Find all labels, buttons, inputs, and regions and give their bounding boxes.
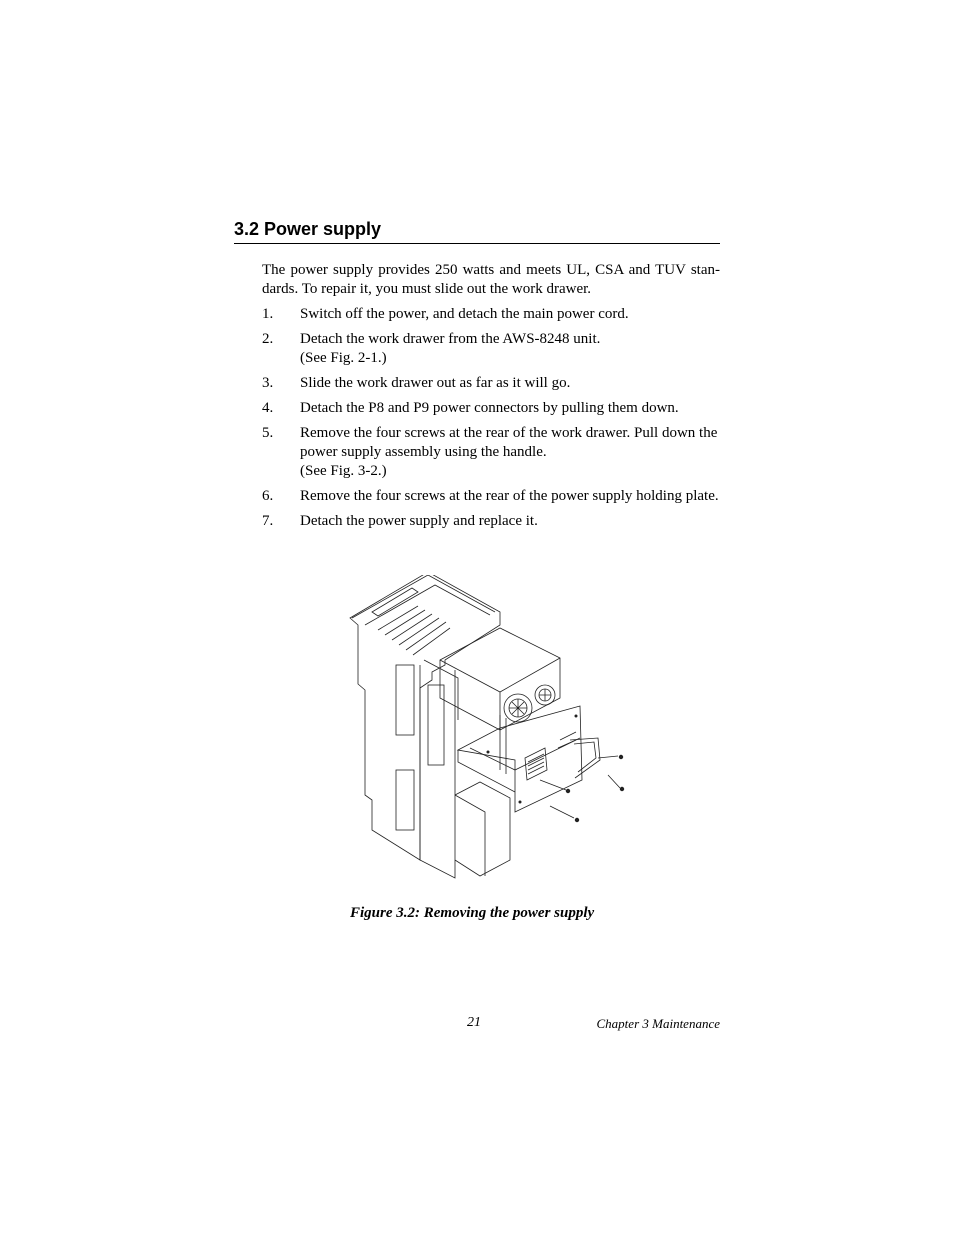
step-text: Detach the power supply and replace it.: [300, 513, 538, 529]
intro-paragraph: The power supply provides 250 watts and meets UL, CSA and TUV stan-dards. To repair it, you must slide out the work drawer.: [262, 262, 720, 297]
step-number: 5.: [262, 425, 274, 441]
step-text: Remove the four screws at the rear of the work drawer. Pull down the power supply assembly using the handle.: [300, 425, 718, 460]
step-number: 1.: [262, 306, 274, 322]
step-number: 2.: [262, 331, 274, 347]
chapter-footer: Chapter 3 Maintenance: [596, 1016, 720, 1031]
heading-rule: [234, 243, 720, 244]
section-heading: 3.2 Power supply: [234, 219, 382, 239]
step-number: 6.: [262, 488, 274, 504]
step-number: 3.: [262, 375, 274, 391]
step-3: [262, 374, 720, 393]
screw-1: [619, 755, 623, 759]
step-note: (See Fig. 2-1.): [300, 350, 387, 366]
step-number: 7.: [262, 513, 274, 529]
step-6: [262, 487, 720, 506]
step-text: Detach the P8 and P9 power connectors by pulling them down.: [300, 400, 679, 416]
chassis-outline: [350, 575, 500, 860]
step-text: Slide the work drawer out as far as it will go.: [300, 375, 571, 391]
screw-3: [566, 789, 570, 793]
step-1: [262, 305, 720, 324]
step-note: (See Fig. 3-2.): [300, 463, 387, 479]
step-text: Detach the work drawer from the AWS-8248 unit.: [300, 331, 601, 347]
step-5: [262, 424, 720, 481]
step-text: Remove the four screws at the rear of the power supply holding plate.: [300, 488, 719, 504]
figure-caption: Figure 3.2: Removing the power supply: [350, 905, 595, 921]
procedure-steps: [262, 305, 720, 537]
step-2: [262, 330, 720, 368]
step-4: [262, 399, 720, 418]
step-7: [262, 512, 720, 531]
power-supply-diagram: [345, 575, 645, 880]
screw-4: [575, 818, 579, 822]
page-number: 21: [467, 1015, 481, 1030]
step-number: 4.: [262, 400, 274, 416]
screw-2: [620, 787, 624, 791]
step-text: Switch off the power, and detach the main power cord.: [300, 306, 629, 322]
